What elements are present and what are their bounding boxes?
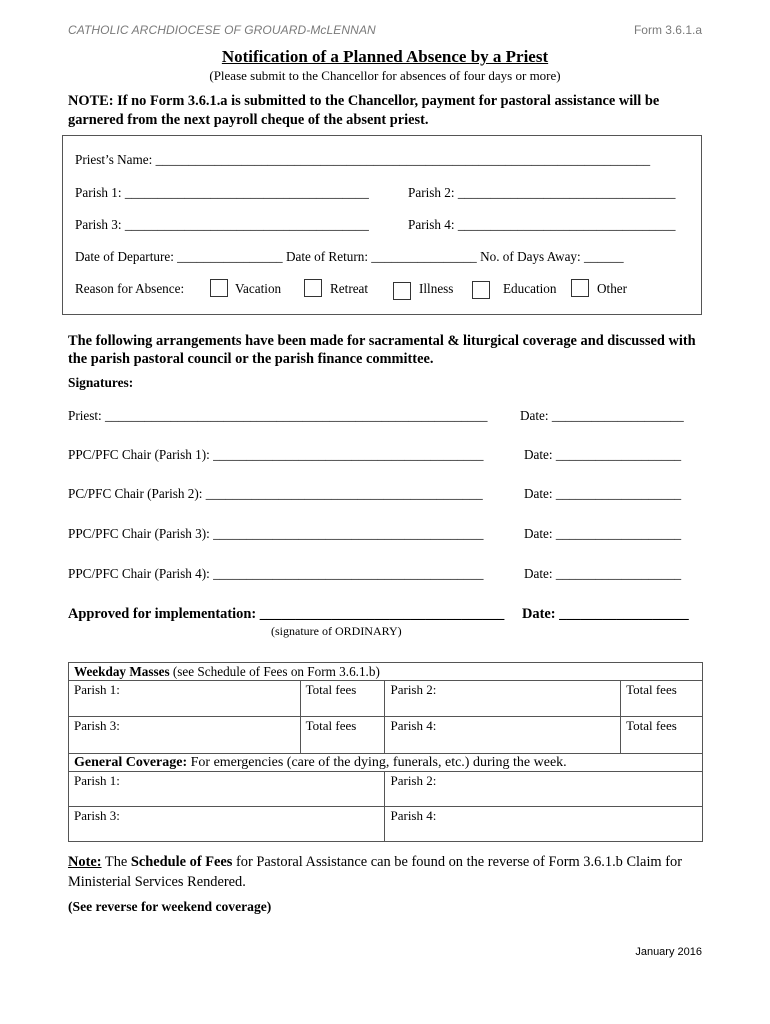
weekday-parish-2-cell[interactable]: Parish 2:: [385, 681, 621, 717]
see-reverse-note: (See reverse for weekend coverage): [68, 899, 272, 914]
dates-field[interactable]: Date of Departure: ________________ Date of Return: ________________ No. of Days Away: ______: [75, 249, 624, 264]
parish-3-field[interactable]: Parish 3: _____________________________________: [75, 217, 369, 232]
weekday-parish-1-total-fees[interactable]: Total fees: [300, 681, 385, 717]
general-parish-3-cell[interactable]: Parish 3:: [69, 807, 385, 842]
retreat-checkbox[interactable]: [304, 279, 322, 297]
parish-3-chair-date-field[interactable]: Date: ___________________: [524, 526, 682, 541]
general-parish-1-cell[interactable]: Parish 1:: [69, 772, 385, 807]
form-number: Form 3.6.1.a: [633, 23, 702, 37]
education-checkbox[interactable]: [472, 281, 490, 299]
illness-checkbox[interactable]: [393, 282, 411, 300]
schedule-of-fees-note: Note: The Schedule of Fees for Pastoral Assistance can be found on the reverse of Form 3.6.1.b Claim for Ministerial Services Rendered.: [68, 854, 683, 890]
approval-date-field[interactable]: Date: __________________: [522, 606, 689, 622]
weekday-parish-2-total-fees[interactable]: Total fees: [621, 681, 703, 717]
coverage-schedule-table: [68, 662, 703, 842]
general-coverage-heading: General Coverage: For emergencies (care of the dying, funerals, etc.) during the week.: [69, 754, 703, 772]
priest-info-box: [62, 135, 702, 315]
parish-1-field[interactable]: Parish 1: _____________________________________: [75, 185, 369, 200]
other-label: Other: [597, 281, 628, 296]
form-title: Notification of a Planned Absence by a Priest: [221, 47, 549, 66]
parish-2-chair-date-field[interactable]: Date: ___________________: [524, 486, 682, 501]
weekday-parish-1-cell[interactable]: Parish 1:: [69, 681, 301, 717]
arrangements-statement: The following arrangements have been made for sacramental & liturgical coverage and discussed with the parish pastoral council or the parish finance committee.: [68, 333, 696, 367]
weekday-parish-4-total-fees[interactable]: Total fees: [621, 717, 703, 754]
approval-signature-field[interactable]: Approved for implementation: __________________________________: [68, 606, 505, 622]
parish-2-chair-signature-field[interactable]: PC/PFC Chair (Parish 2): __________________________________________: [68, 486, 483, 501]
weekday-masses-heading: Weekday Masses (see Schedule of Fees on Form 3.6.1.b): [69, 663, 703, 681]
weekday-parish-3-cell[interactable]: Parish 3:: [69, 717, 301, 754]
parish-4-chair-date-field[interactable]: Date: ___________________: [524, 566, 682, 581]
retreat-label: Retreat: [330, 281, 369, 296]
general-parish-4-cell[interactable]: Parish 4:: [385, 807, 703, 842]
priest-date-field[interactable]: Date: ____________________: [520, 408, 684, 423]
parish-4-chair-signature-field[interactable]: PPC/PFC Chair (Parish 4): _________________________________________: [68, 566, 484, 581]
general-parish-2-cell[interactable]: Parish 2:: [385, 772, 703, 807]
parish-1-chair-signature-field[interactable]: PPC/PFC Chair (Parish 1): _________________________________________: [68, 447, 484, 462]
vacation-label: Vacation: [235, 281, 282, 296]
priest-signature-field[interactable]: Priest: __________________________________________________________: [68, 408, 488, 423]
priest-name-field[interactable]: Priest’s Name: ___________________________________________________________________________: [75, 152, 651, 167]
parish-3-chair-signature-field[interactable]: PPC/PFC Chair (Parish 3): _________________________________________: [68, 526, 484, 541]
vacation-checkbox[interactable]: [210, 279, 228, 297]
other-checkbox[interactable]: [571, 279, 589, 297]
weekday-parish-4-cell[interactable]: Parish 4:: [385, 717, 621, 754]
signatures-heading: Signatures:: [68, 375, 134, 390]
weekday-parish-3-total-fees[interactable]: Total fees: [300, 717, 385, 754]
ordinary-signature-caption: (signature of ORDINARY): [271, 624, 402, 638]
payroll-note: NOTE: If no Form 3.6.1.a is submitted to the Chancellor, payment for pastoral assistance will be garnered from the next payroll cheque of the absent priest.: [68, 93, 660, 128]
form-subtitle: (Please submit to the Chancellor for absences of four days or more): [209, 68, 561, 83]
parish-2-field[interactable]: Parish 2: _________________________________: [408, 185, 676, 200]
footer-date: January 2016: [635, 946, 702, 958]
education-label: Education: [503, 281, 557, 296]
parish-4-field[interactable]: Parish 4: _________________________________: [408, 217, 676, 232]
organization-header: CATHOLIC ARCHDIOCESE OF GROUARD-McLENNAN: [68, 23, 376, 37]
parish-1-chair-date-field[interactable]: Date: ___________________: [524, 447, 682, 462]
illness-label: Illness: [419, 281, 454, 296]
reason-label: Reason for Absence:: [75, 281, 185, 296]
